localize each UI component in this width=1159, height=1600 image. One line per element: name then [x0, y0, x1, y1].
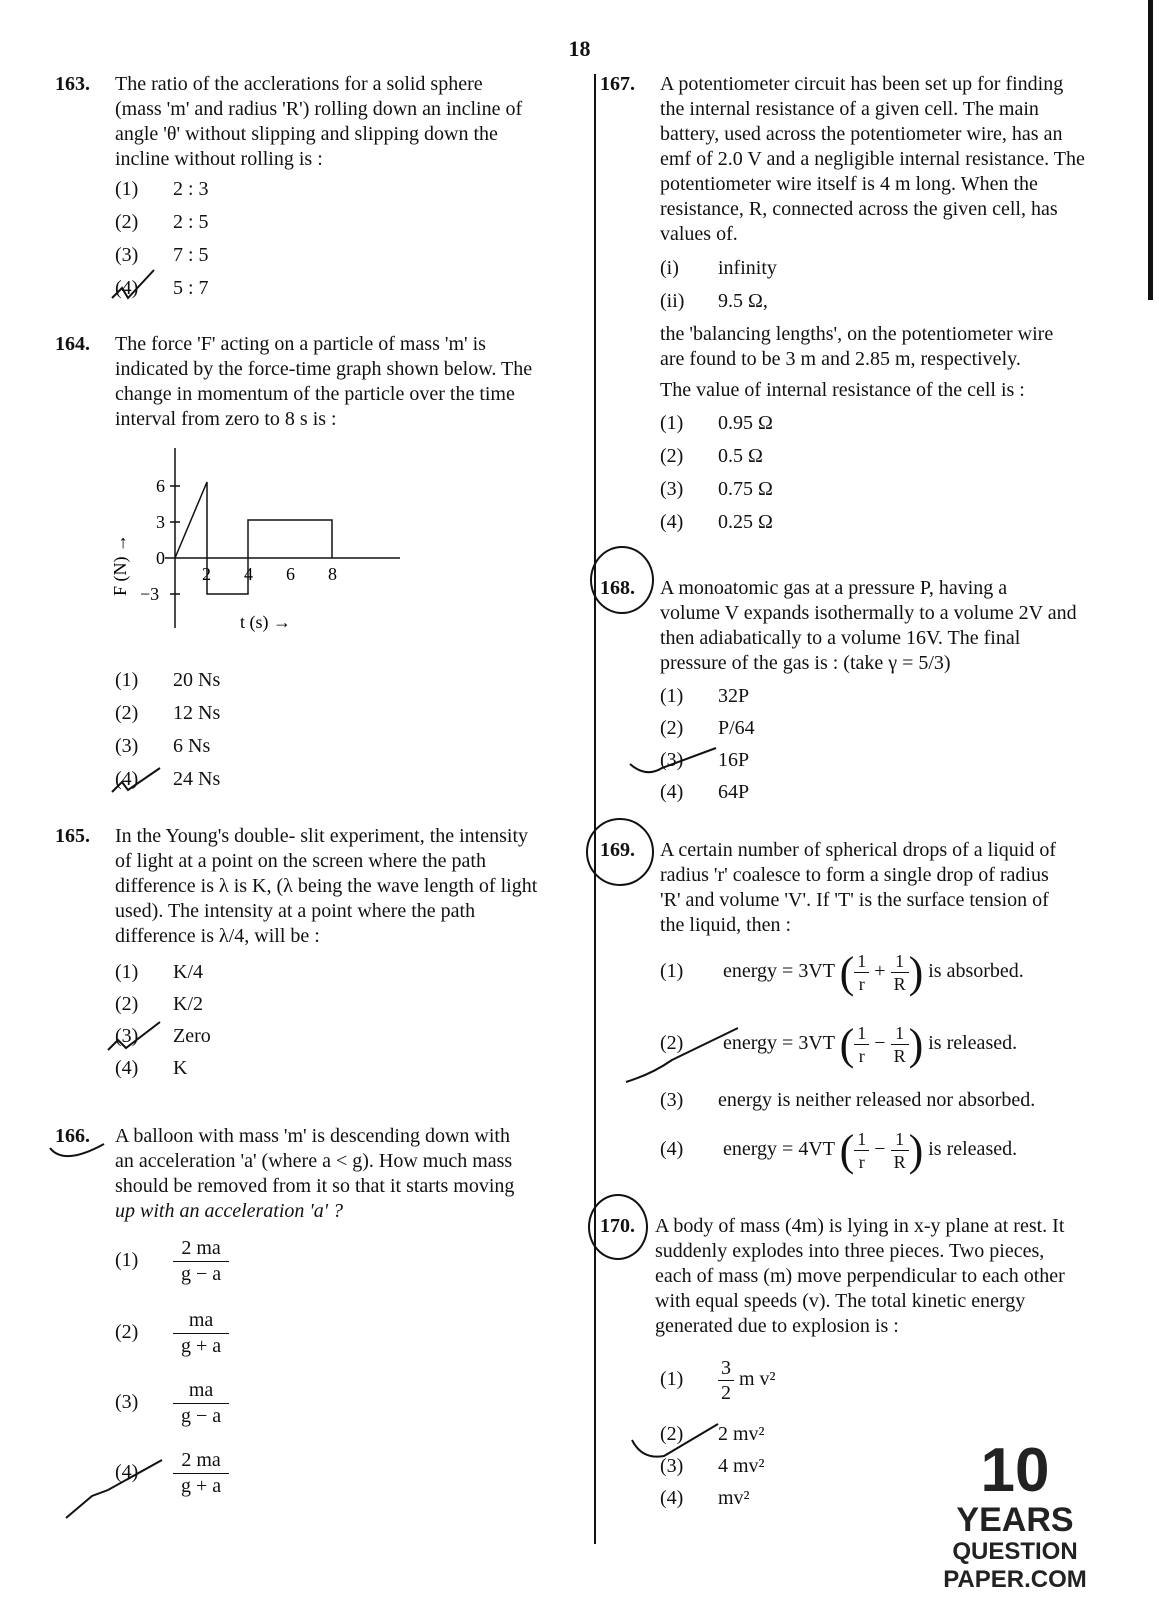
option-text: 4 mv² — [718, 1455, 765, 1477]
option-text: is released. — [928, 1138, 1018, 1161]
option-text: energy is neither released nor absorbed. — [718, 1089, 1036, 1111]
text-line: 'R' and volume 'V'. If 'T' is the surface tension of — [660, 889, 1049, 911]
tick-mark-icon — [108, 764, 164, 796]
text-line: used). The intensity at a point where the path — [115, 900, 476, 922]
tick-mark-icon — [628, 1420, 724, 1476]
fraction — [891, 1022, 909, 1067]
question-text — [660, 576, 1077, 676]
option-text: 12 Ns — [173, 702, 221, 724]
option-text: 2 mv² — [718, 1423, 765, 1445]
option-number: (4) — [115, 277, 139, 299]
logo-line: QUESTION PAPER.COM — [943, 1538, 1087, 1593]
option-number: (4) — [115, 1057, 139, 1079]
text-line: In the Young's double- slit experiment, the intensity — [115, 825, 529, 847]
fraction — [173, 1308, 229, 1359]
option-text: Zero — [173, 1025, 211, 1047]
option-text: 0.95 Ω — [718, 412, 773, 434]
value-number: (i) — [660, 257, 679, 279]
option-number: (2) — [660, 1423, 684, 1445]
question-number: 166. — [55, 1125, 90, 1147]
text-line: pressure of the gas is : (take γ = 5/3) — [660, 652, 951, 674]
option-text: 0.5 Ω — [718, 445, 763, 467]
tick-mark-icon — [62, 1456, 172, 1526]
option[interactable] — [115, 1308, 229, 1359]
numerator: ma — [173, 1308, 229, 1334]
question-text-continued — [660, 322, 1053, 403]
option[interactable] — [115, 243, 209, 268]
denominator: r — [858, 1046, 865, 1066]
tick-mark-icon — [626, 744, 722, 778]
text-line: A body of mass (4m) is lying in x-y plane at rest. It — [655, 1215, 1065, 1237]
bracket: ) — [908, 948, 924, 997]
option-text: 0.75 Ω — [718, 478, 773, 500]
text-line: potentiometer wire itself is 4 m long. When the — [660, 173, 1038, 195]
value-text: infinity — [718, 257, 777, 279]
denominator: r — [858, 1152, 865, 1172]
option[interactable] — [660, 510, 773, 535]
bracket: ( — [839, 1020, 855, 1069]
question-number: 167. — [600, 73, 635, 95]
option-number: (3) — [660, 1455, 684, 1477]
negative-pulse — [207, 558, 248, 594]
option[interactable] — [115, 734, 210, 759]
denominator: g + a — [181, 1335, 222, 1357]
option-text: P/64 — [718, 717, 755, 739]
text-line: volume V expands isothermally to a volume 2V and — [660, 602, 1077, 624]
option-text: K — [173, 1057, 188, 1079]
option[interactable] — [660, 1486, 750, 1511]
tick-mark-icon — [622, 1024, 742, 1088]
fraction — [854, 950, 869, 995]
text-line: the liquid, then : — [660, 914, 792, 936]
question-text — [115, 332, 532, 432]
option[interactable] — [115, 1236, 229, 1287]
option-text: energy = 3VT — [723, 960, 835, 983]
text-line: each of mass (m) move perpendicular to each other — [655, 1265, 1065, 1287]
option[interactable] — [660, 411, 773, 436]
positive-pulse — [248, 520, 332, 558]
text-line: generated due to explosion is : — [655, 1315, 899, 1337]
column-divider — [594, 74, 596, 1544]
numerator: 2 ma — [173, 1236, 229, 1262]
option-number: (3) — [660, 749, 684, 771]
value-text: 9.5 Ω, — [718, 290, 768, 312]
circle-mark-icon — [44, 1138, 114, 1168]
option-number: (3) — [660, 478, 684, 500]
value-item — [660, 256, 777, 281]
option-text: 7 : 5 — [173, 244, 209, 266]
option-number: (3) — [660, 1089, 684, 1111]
option[interactable] — [660, 1356, 776, 1405]
logo-line: 10 — [980, 1436, 1050, 1505]
numerator: 1 — [854, 950, 869, 973]
text-line: suddenly explodes into three pieces. Two pieces, — [655, 1240, 1045, 1262]
option-text: 6 Ns — [173, 735, 211, 757]
denominator: R — [893, 1046, 906, 1066]
option-number: (4) — [660, 1487, 684, 1509]
numerator: ma — [173, 1378, 229, 1404]
fraction — [173, 1448, 229, 1499]
question-number: 170. — [600, 1215, 635, 1237]
fraction — [718, 1356, 734, 1405]
question-number: 169. — [600, 839, 635, 861]
text-line: are found to be 3 m and 2.85 m, respectively. — [660, 348, 1021, 370]
denominator: R — [893, 974, 906, 994]
option-text: 20 Ns — [173, 669, 221, 691]
numerator: 1 — [854, 1128, 869, 1151]
option-text: m v² — [739, 1368, 776, 1391]
operator: − — [874, 1032, 886, 1055]
numerator: 3 — [718, 1356, 734, 1381]
bracket: ( — [839, 1126, 855, 1175]
text-line: difference is λ/4, will be : — [115, 925, 320, 947]
option[interactable] — [115, 668, 220, 693]
option-number: (4) — [660, 1138, 684, 1161]
option-number: (2) — [115, 211, 139, 233]
option-number: (1) — [115, 1249, 139, 1272]
option-number: (1) — [115, 669, 139, 691]
y-tick-label: 0 — [156, 548, 165, 568]
text-line: values of. — [660, 223, 738, 245]
tick-mark-icon — [104, 1018, 164, 1054]
option-number: (3) — [115, 1391, 139, 1414]
option[interactable] — [115, 960, 203, 985]
text-line: up with an acceleration 'a' ? — [115, 1200, 343, 1222]
option-text: energy = 3VT — [723, 1032, 835, 1055]
option[interactable] — [660, 444, 763, 469]
x-tick-label: 4 — [244, 564, 253, 584]
text-line: The force 'F' acting on a particle of mass 'm' is — [115, 333, 486, 355]
bracket: ) — [908, 1020, 924, 1069]
logo-line: YEARS — [956, 1501, 1074, 1539]
option-number: (2) — [660, 445, 684, 467]
value-item — [660, 289, 768, 314]
text-line: A balloon with mass 'm' is descending down with — [115, 1125, 510, 1147]
option-number: (4) — [660, 511, 684, 533]
bracket: ( — [839, 948, 855, 997]
text-line: change in momentum of the particle over the time — [115, 383, 515, 405]
scan-edge — [1148, 0, 1153, 300]
option-number: (2) — [115, 1321, 139, 1344]
option-text: K/2 — [173, 993, 203, 1015]
text-line: (mass 'm' and radius 'R') rolling down an incline of — [115, 98, 523, 120]
text-line: resistance, R, connected across the given cell, has — [660, 198, 1058, 220]
y-tick-label: 3 — [156, 512, 165, 532]
text-line: then adiabatically to a volume 16V. The final — [660, 627, 1021, 649]
option-text: 2 : 5 — [173, 211, 209, 233]
option[interactable] — [115, 1056, 187, 1081]
option-number: (4) — [660, 781, 684, 803]
question-number: 165. — [55, 825, 90, 847]
option-number: (3) — [115, 735, 139, 757]
question-text — [655, 1214, 1065, 1339]
denominator: g − a — [181, 1263, 222, 1285]
option-text: energy = 4VT — [723, 1138, 835, 1161]
fraction — [854, 1022, 869, 1067]
question-text — [660, 838, 1056, 938]
option-number: (3) — [115, 1025, 139, 1047]
text-line: an acceleration 'a' (where a < g). How much mass — [115, 1150, 513, 1172]
option-text: 64P — [718, 781, 750, 803]
option-number: (1) — [660, 960, 684, 983]
x-tick-label: 6 — [286, 564, 295, 584]
option-number: (1) — [115, 961, 139, 983]
option[interactable] — [115, 992, 203, 1017]
denominator: r — [858, 974, 865, 994]
question-text — [115, 72, 522, 172]
text-line: A certain number of spherical drops of a liquid of — [660, 839, 1056, 861]
text-line: radius 'r' coalesce to form a single drop of radius — [660, 864, 1049, 886]
fraction — [854, 1128, 869, 1173]
y-tick-label: 6 — [156, 476, 165, 496]
numerator: 1 — [891, 950, 909, 973]
question-text — [115, 1124, 514, 1224]
numerator: 2 ma — [173, 1448, 229, 1474]
text-line: the 'balancing lengths', on the potentiometer wire — [660, 323, 1054, 345]
numerator: 1 — [891, 1128, 909, 1151]
text-line: The value of internal resistance of the cell is : — [660, 379, 1025, 401]
option-text: mv² — [718, 1487, 750, 1509]
text-line: of light at a point on the screen where the path — [115, 850, 486, 872]
operator: − — [874, 1138, 886, 1161]
option[interactable] — [660, 1128, 1017, 1173]
question-number: 168. — [600, 577, 635, 599]
option[interactable] — [660, 1088, 1035, 1113]
option-number: (4) — [115, 1461, 139, 1484]
option[interactable] — [660, 477, 773, 502]
page-number: 18 — [568, 36, 591, 61]
question-text — [660, 72, 1085, 247]
denominator: g − a — [181, 1405, 222, 1427]
x-tick-label: 8 — [328, 564, 337, 584]
option[interactable] — [115, 177, 209, 202]
question-number: 164. — [55, 333, 90, 355]
text-line: A monoatomic gas at a pressure P, having a — [660, 577, 1008, 599]
option[interactable] — [660, 780, 749, 805]
denominator: g + a — [181, 1475, 222, 1497]
site-logo — [890, 1436, 1140, 1594]
x-axis-label: t (s) → — [240, 612, 291, 632]
option-text: 32P — [718, 685, 750, 707]
text-line: the internal resistance of a given cell. The main — [660, 98, 1039, 120]
force-time-graph — [110, 448, 410, 648]
option-text: 5 : 7 — [173, 277, 209, 299]
option-number: (1) — [660, 685, 684, 707]
bracket: ) — [908, 1126, 924, 1175]
x-tick-label: 2 — [202, 564, 211, 584]
text-line: A potentiometer circuit has been set up for finding — [660, 73, 1064, 95]
denominator: R — [893, 1152, 906, 1172]
option-text: is absorbed. — [928, 960, 1024, 983]
text-line: difference is λ is K, (λ being the wave length of light — [115, 875, 538, 897]
text-line: emf of 2.0 V and a negligible internal resistance. The — [660, 148, 1085, 170]
option-text: is released. — [928, 1032, 1018, 1055]
question-text — [115, 824, 537, 949]
option[interactable] — [660, 684, 749, 709]
text-line: battery, used across the potentiometer wire, has an — [660, 123, 1063, 145]
option-number: (2) — [660, 1032, 684, 1055]
option[interactable] — [115, 1378, 229, 1429]
operator: + — [874, 960, 886, 983]
numerator: 1 — [854, 1022, 869, 1045]
option-text: 2 : 3 — [173, 178, 209, 200]
option[interactable] — [115, 210, 209, 235]
numerator: 1 — [891, 1022, 909, 1045]
option-number: (2) — [115, 702, 139, 724]
text-line: should be removed from it so that it starts moving — [115, 1175, 515, 1197]
option-number: (2) — [660, 717, 684, 739]
option-number: (1) — [660, 1368, 684, 1391]
text-line: interval from zero to 8 s is : — [115, 408, 337, 430]
option-number: (4) — [115, 768, 139, 790]
text-line: with equal speeds (v). The total kinetic energy — [655, 1290, 1026, 1312]
text-line: indicated by the force-time graph shown below. The — [115, 358, 533, 380]
fraction — [891, 950, 909, 995]
option-number: (1) — [660, 412, 684, 434]
option-text: 16P — [718, 749, 750, 771]
tick-mark-icon — [108, 268, 158, 304]
option[interactable] — [660, 716, 755, 741]
text-line: The ratio of the acclerations for a solid sphere — [115, 73, 483, 95]
option-number: (3) — [115, 244, 139, 266]
option[interactable] — [660, 950, 1024, 995]
fraction — [173, 1236, 229, 1287]
option-text: 0.25 Ω — [718, 511, 773, 533]
option-text: 24 Ns — [173, 768, 221, 790]
question-number: 163. — [55, 73, 90, 95]
text-line: incline without rolling is : — [115, 148, 323, 170]
triangle-pulse — [175, 482, 207, 558]
text-line: angle 'θ' without slipping and slipping down the — [115, 123, 498, 145]
value-number: (ii) — [660, 290, 685, 312]
y-tick-label: −3 — [140, 584, 160, 604]
option-number: (2) — [115, 993, 139, 1015]
fraction — [891, 1128, 909, 1173]
y-axis-label: F (N) → — [110, 534, 130, 596]
option-text: K/4 — [173, 961, 203, 983]
fraction — [173, 1378, 229, 1429]
option[interactable] — [115, 701, 220, 726]
option-number: (1) — [115, 178, 139, 200]
denominator: 2 — [721, 1382, 731, 1404]
